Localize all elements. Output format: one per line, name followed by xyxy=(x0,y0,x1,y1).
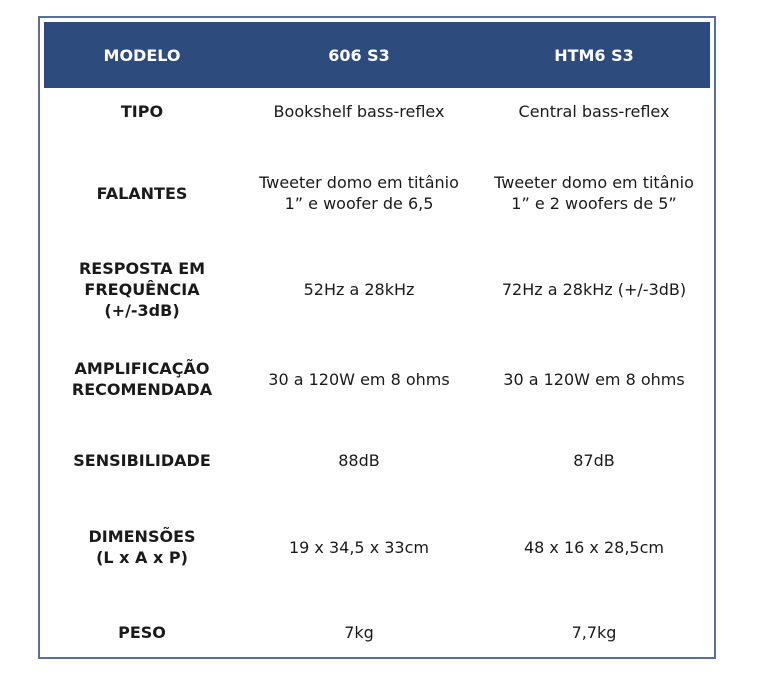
spec-table xyxy=(38,16,716,659)
row-label: FALANTES xyxy=(96,183,188,203)
row-label: DIMENSÕES (L x A x P) xyxy=(88,527,196,567)
table-row-peso xyxy=(44,606,710,658)
row-value-htm6: 30 a 120W em 8 ohms xyxy=(503,369,685,389)
table-row-sensibilidade xyxy=(44,432,710,488)
row-value-606: Bookshelf bass-reflex xyxy=(273,101,445,121)
row-value-606: 19 x 34,5 x 33cm xyxy=(288,537,429,557)
table-row-dimensoes xyxy=(44,488,710,606)
row-label: SENSIBILIDADE xyxy=(73,450,211,470)
table-row-resposta xyxy=(44,252,710,326)
row-value-606: Tweeter domo em titânio 1” e woofer de 6,5 xyxy=(259,173,459,213)
row-label: AMPLIFICAÇÃO RECOMENDADA xyxy=(71,359,213,399)
row-label: PESO xyxy=(118,622,166,642)
row-value-htm6: Tweeter domo em titânio 1” e 2 woofers de 5” xyxy=(494,173,694,213)
row-value-606: 52Hz a 28kHz xyxy=(303,279,415,299)
row-value-606: 30 a 120W em 8 ohms xyxy=(268,369,450,389)
row-value-606: 7kg xyxy=(344,622,374,642)
table-header xyxy=(44,22,710,88)
row-value-htm6: 7,7kg xyxy=(571,622,617,642)
row-label: TIPO xyxy=(120,101,164,121)
table-row-amplificacao xyxy=(44,326,710,432)
row-value-htm6: 48 x 16 x 28,5cm xyxy=(523,537,664,557)
row-value-htm6: 87dB xyxy=(573,450,615,470)
header-htm6-s3: HTM6 S3 xyxy=(554,45,634,65)
header-model: MODELO xyxy=(103,45,181,65)
table-row-falantes xyxy=(44,134,710,252)
header-606-s3: 606 S3 xyxy=(328,45,390,65)
table-row-tipo xyxy=(44,88,710,134)
row-value-htm6: 72Hz a 28kHz (+/-3dB) xyxy=(501,279,687,299)
row-value-htm6: Central bass-reflex xyxy=(518,101,670,121)
row-value-606: 88dB xyxy=(338,450,380,470)
row-label: RESPOSTA EM FREQUÊNCIA (+/-3dB) xyxy=(78,258,206,320)
